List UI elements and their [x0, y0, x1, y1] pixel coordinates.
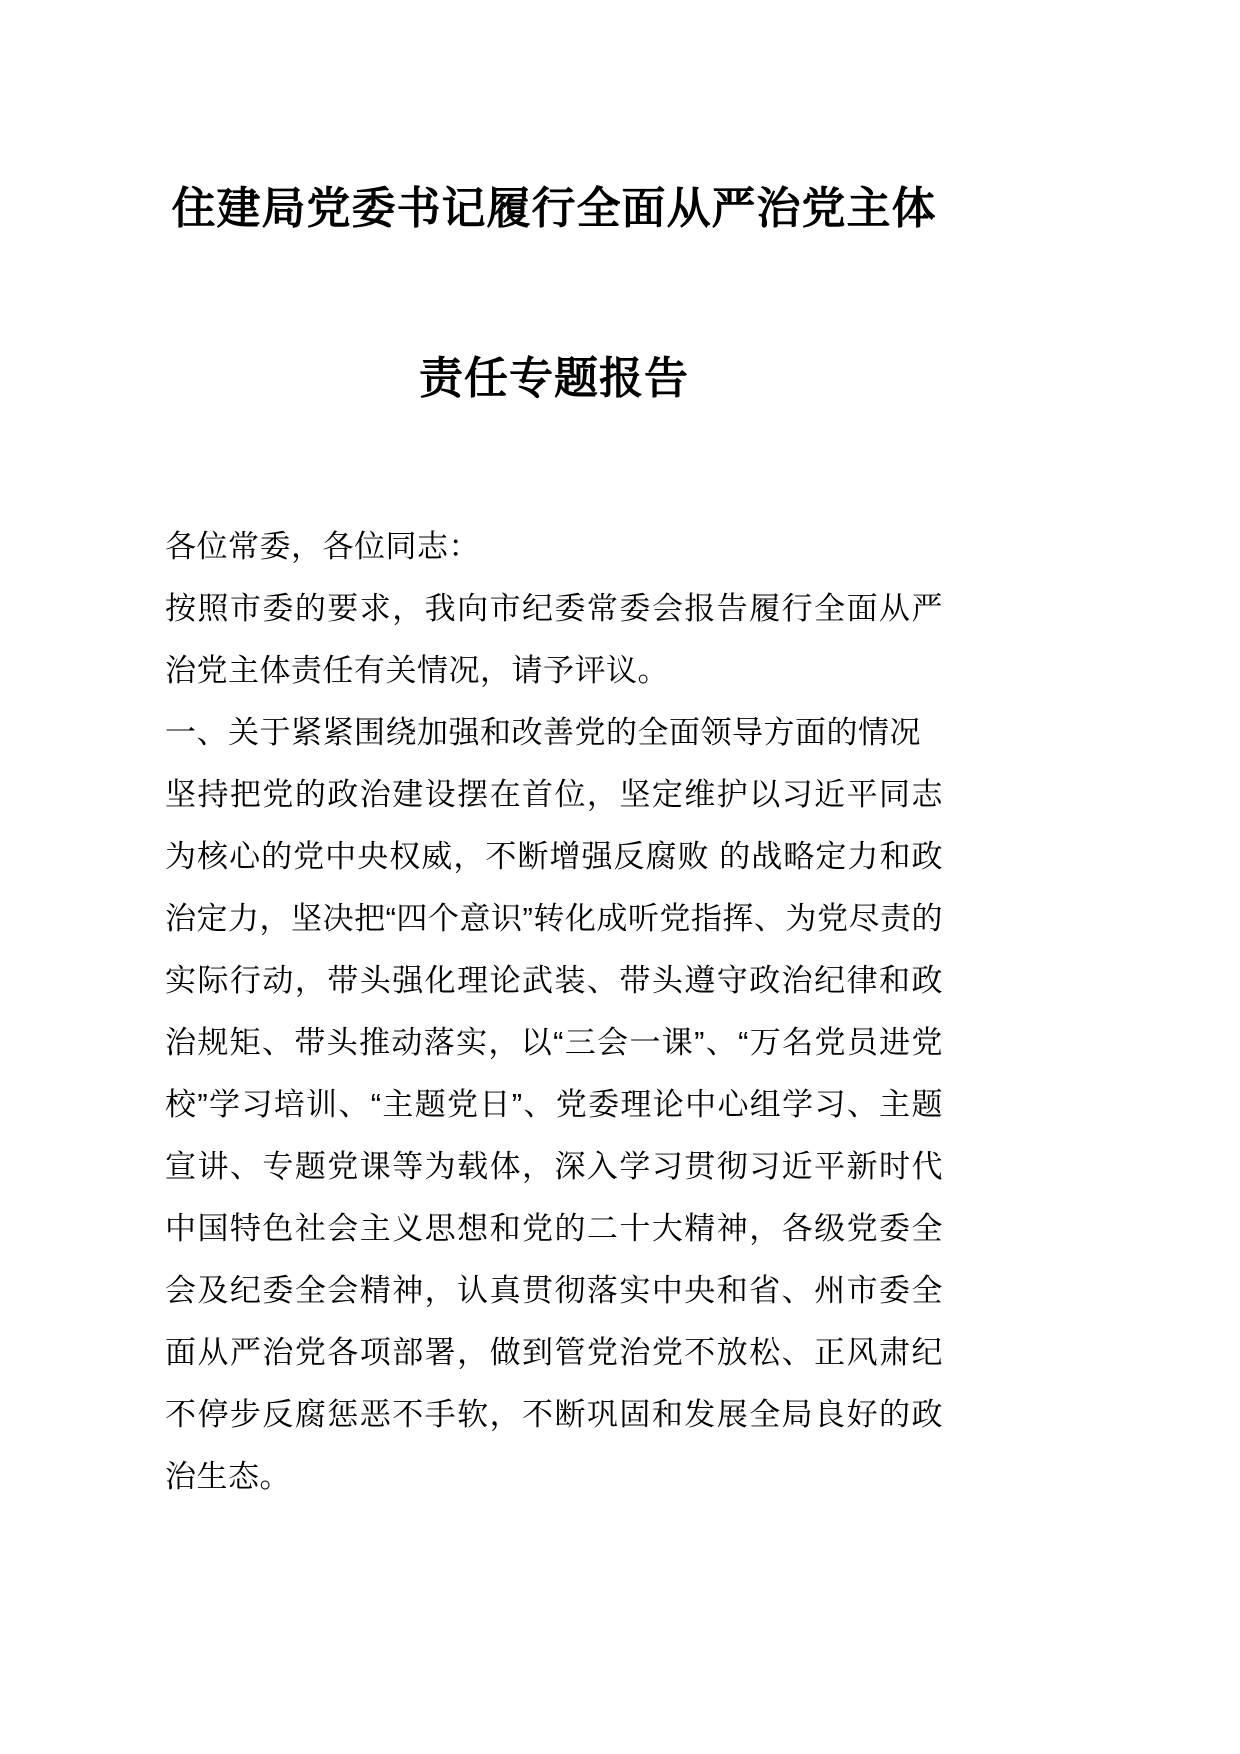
document-content — [165, 0, 943, 1508]
paragraph-salutation: 各位常委，各位同志： — [165, 528, 480, 564]
paragraph-intro: 按照市委的要求，我向市纪委常委会报告履行全面从严治党主体责任有关情况，请予评议。 — [165, 590, 943, 688]
document-title-line1: 住建局党委书记履行全面从严治党主体 — [171, 184, 937, 233]
document-title-line2: 责任专题报告 — [419, 354, 689, 404]
paragraph-section-body: 坚持把党的政治建设摆在首位，坚定维护以习近平同志为核心的党中央权威，不断增强反腐败 的战略定力和政治定力，坚决把“四个意识”转化成听党指挥、为党尽责的实际行动，带头强化理论武装、带头遵守政治纪律和政治规矩、带头推动落实，以“三会一课”、“万名党员进党校”学习培训、“主题党日”、党委理论中心组学习、主题宣讲、专题党课等为载体，深入学习贯彻习近平新时代中国特色社会主义思想和党的二十大精神，各级党委全会及纪委全会精神，认真贯彻落实中央和省、州市委全面从严治党各项部署，做到管党治党不放松、正风肃纪不停步反腐惩恶不手软，不断巩固和发展全局良好的政治生态。 — [165, 776, 943, 1494]
document-body — [165, 516, 943, 1508]
paragraph-section-heading: 一、关于紧紧围绕加强和改善党的全面领导方面的情况 — [165, 714, 921, 750]
